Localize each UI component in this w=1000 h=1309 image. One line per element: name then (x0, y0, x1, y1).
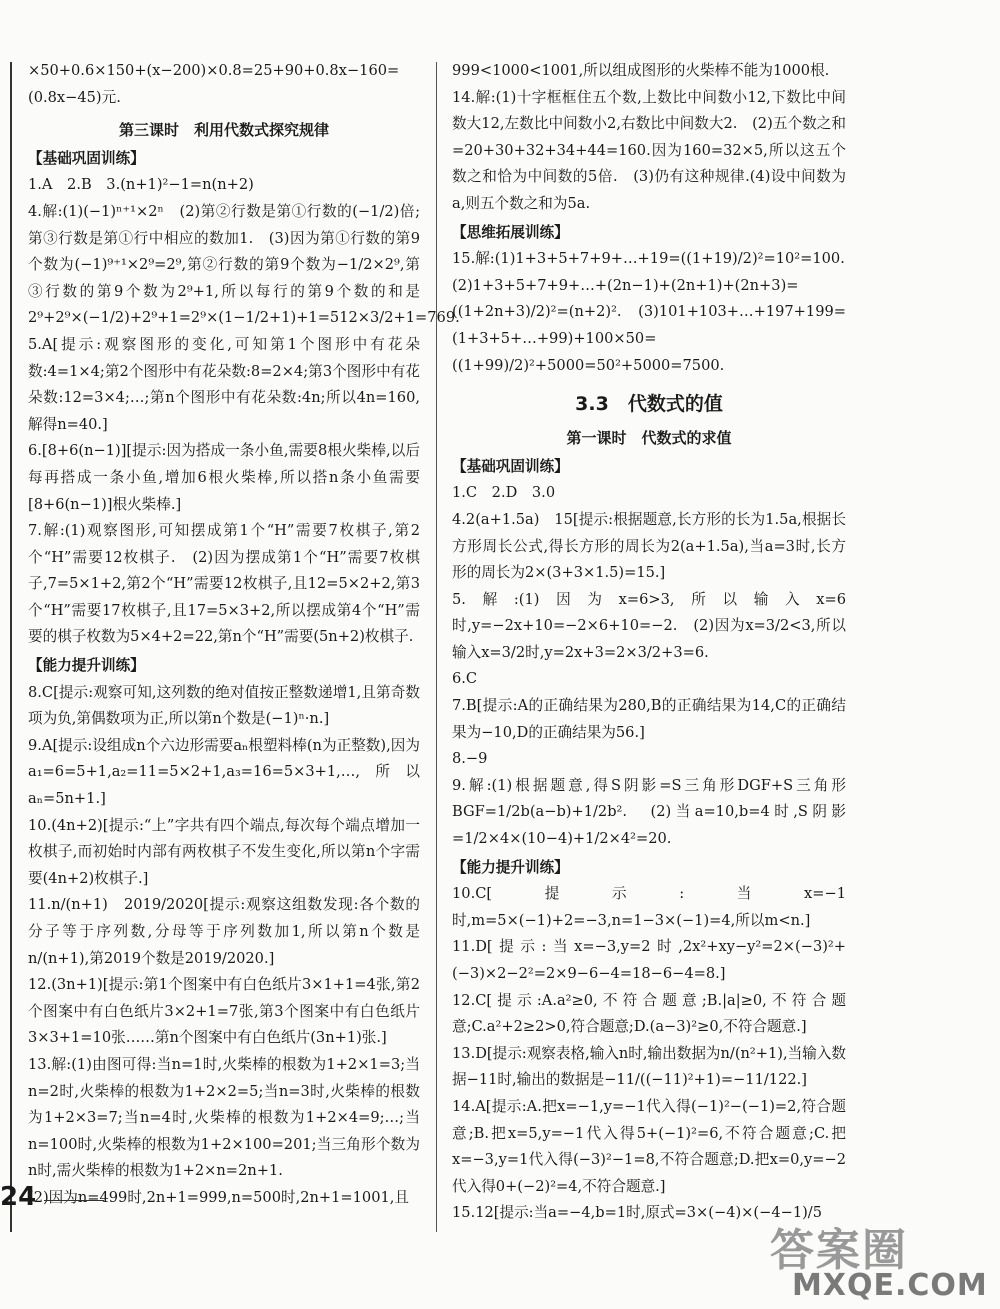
answer-paragraph: ×50+0.6×150+(x−200)×0.8=25+90+0.8x−160=(0.8x−45)元. (28, 62, 400, 106)
section-heading: 【能力提升训练】 (28, 657, 145, 675)
answer-paragraph: 8.C[提示:观察可知,这列数的绝对值按正整数递增1,且第奇数项为负,第偶数项为正,所以第n个数是(−1)ⁿ·n.] (28, 683, 420, 728)
answer-paragraph: 9.A[提示:设组成n个六边形需要aₙ根塑料棒(n为正整数),因为a₁=6=5+1,a₂=11=5×2+1,a₃=16=5×3+1,…,所以aₙ=5n+1.] (28, 736, 420, 808)
answer-paragraph: 1.A 2.B 3.(n+1)²−1=n(n+2) (28, 176, 254, 194)
answer-paragraph: 9.解:(1)根据题意,得S阴影=S三角形DGF+S三角形BGF=1/2b(a−b)+1/2b². (2)当a=10,b=4时,S阴影=1/2×4×(10−4)+1/2×4²=20. (452, 776, 846, 848)
answer-paragraph: 6.[8+6(n−1)][提示:因为搭成一条小鱼,需要8根火柴棒,以后每再搭成一条小鱼,增加6根火柴棒,所以搭n条小鱼需要[8+6(n−1)]根火柴棒.] (28, 442, 420, 513)
left-column (28, 58, 460, 1212)
answer-paragraph: 14.A[提示:A.把x=−1,y=−1代入得(−1)²−(−1)=2,符合题意;B.把x=5,y=−1代入得5+(−1)²=6,不符合题意;C.把x=−3,y=1代入得(−3)²−1=8,不符合题意;D.把x=0,y=−2代入得0+(−2)²=4,不符合题意.] (452, 1097, 846, 1195)
answer-paragraph: 4.2(a+1.5a) 15[提示:根据题意,长方形的长为1.5a,根据长方形周长公式,得长方形的周长为2(a+1.5a),当a=3时,长方形的周长为2×(3+3×1.5)=15.] (452, 510, 846, 582)
answer-paragraph: 13.解:(1)由图可得:当n=1时,火柴棒的根数为1+2×1=3;当n=2时,火柴棒的根数为1+2×2=5;当n=3时,火柴棒的根数为1+2×3=7;当n=4时,火柴棒的根数为1+2×4=9;…;当n=100时,火柴棒的根数为1+2×100=201;当三角形个数为n时,需火柴棒的根数为1+2×n=2n+1. (28, 1055, 420, 1180)
section-heading: 【基础巩固训练】 (452, 457, 569, 475)
answer-paragraph: 10.C[提示:当x=−1时,m=5×(−1)+2=−3,n=1−3×(−1)=4,所以m<n.] (452, 885, 846, 929)
column-divider (436, 62, 437, 1232)
answer-paragraph: 5.A[提示:观察图形的变化,可知第1个图形中有花朵数:4=1×4;第2个图形中有花朵数:8=2×4;第3个图形中有花朵数:12=3×4;…;第n个图形中有花朵数:4n;所以4n=160,解得n=40.] (28, 335, 420, 433)
answer-paragraph: 4.解:(1)(−1)ⁿ⁺¹×2ⁿ (2)第②行数是第①行数的(−1/2)倍;第③行数是第①行中相应的数加1. (3)因为第①行数的第9个数为(−1)⁹⁺¹×2⁹=2⁹,第②行数的第9个数为−1/2×2⁹,第③行数的第9个数为2⁹+1,所以每行的第9个数的和是2⁹+2⁹×(−1/2)+2⁹+1=2⁹×(1−1/2+1)+1=512×3/2+1=769. (28, 202, 460, 327)
answer-paragraph: 12.(3n+1)[提示:第1个图案中有白色纸片3×1+1=4张,第2个图案中有白色纸片3×2+1=7张,第3个图案中有白色纸片3×3+1=10张……第n个图案中有白色纸片(3n+1)张.] (28, 976, 420, 1047)
section-heading: 【思维拓展训练】 (452, 223, 569, 241)
answer-paragraph: 15.12[提示:当a=−4,b=1时,原式=3×(−4)×(−4−1)/5 (452, 1204, 823, 1222)
answer-paragraph: 12.C[提示:A.a²≥0,不符合题意;B.|a|≥0,不符合题意;C.a²+2≥2>0,符合题意;D.(a−3)²≥0,不符合题意.] (452, 991, 846, 1036)
watermark (760, 1214, 988, 1306)
answer-paragraph: (2)1+3+5+7+9+…+(2n−1)+(2n+1)+(2n+3)=((1+2n+3)/2)²=(n+2)². (3)101+103+…+197+199=(1+3+5+…+99)+100×50=((1+99)/2)²+5000=50²+5000=7500. (452, 276, 846, 374)
answer-paragraph: 999<1000<1001,所以组成图形的火柴棒不能为1000根. (452, 62, 830, 79)
page-number-rule (44, 1200, 104, 1201)
answer-paragraph: 13.D[提示:观察表格,输入n时,输出数据为n/(n²+1),当输入数据−11时,输出的数据是−11/((−11)²+1)=−11/122.] (452, 1044, 846, 1089)
answer-paragraph: 6.C (452, 670, 478, 688)
answer-paragraph: (2)因为n=499时,2n+1=999,n=500时,2n+1=1001,且 (28, 1188, 410, 1206)
page-number: 24 (0, 1182, 37, 1212)
answer-paragraph: 11.D[提示:当x=−3,y=2时,2x²+xy−y²=2×(−3)²+(−3)×2−2²=2×9−6−4=18−6−4=8.] (452, 938, 846, 982)
left-margin-bar (10, 62, 12, 1232)
answer-paragraph: 14.解:(1)十字框框住五个数,上数比中间数小12,下数比中间数大12,左数比中间数小2,右数比中间数大2. (2)五个数之和=20+30+32+34+44=160.因为160=32×5,所以这五个数之和恰为中间数的5倍. (3)仍有这种规律.(4)设中间数为a,则五个数之和为5a. (452, 88, 846, 212)
answer-paragraph: 1.C 2.D 3.0 (452, 484, 556, 502)
watermark-url: MXQE.COM (792, 1268, 988, 1303)
answer-paragraph: 7.B[提示:A的正确结果为280,B的正确结果为14,C的正确结果为−10,D的正确结果为56.] (452, 697, 846, 741)
answer-paragraph: 5.解:(1)因为x=6>3,所以输入x=6时,y=−2x+10=−2×6+10=−2. (2)因为x=3/2<3,所以输入x=3/2时,y=2x+3=2×3/2+3=6. (452, 590, 846, 661)
answer-paragraph: 8.−9 (452, 750, 488, 768)
answer-paragraph: 10.(4n+2)[提示:“上”字共有四个端点,每次每个端点增加一枚棋子,而初始时内部有两枚棋子不发生变化,所以第n个字需要(4n+2)枚棋子.] (28, 816, 420, 887)
watermark-main: 答案圈 (770, 1225, 908, 1276)
lesson-title: 第三课时 利用代数式探究规律 (118, 121, 329, 140)
right-column (452, 58, 846, 1227)
lesson-title: 第一课时 代数式的求值 (566, 429, 732, 448)
section-heading: 【能力提升训练】 (452, 858, 569, 876)
section-heading: 【基础巩固训练】 (28, 149, 145, 167)
answer-paragraph: 7.解:(1)观察图形,可知摆成第1个“H”需要7枚棋子,第2个“H”需要12枚棋子. (2)因为摆成第1个“H”需要7枚棋子,7=5×1+2,第2个“H”需要12枚棋子,且12=5×2+2,第3个“H”需要17枚棋子,且17=5×3+2,所以摆成第4个“H”需要的棋子枚数为5×4+2=22,第n个“H”需要(5n+2)枚棋子. (28, 522, 420, 646)
answer-paragraph: 15.解:(1)1+3+5+7+9+…+19=((1+19)/2)²=10²=100. (452, 250, 845, 268)
chapter-title: 3.3 代数式的值 (575, 393, 723, 416)
answer-paragraph: 11.n/(n+1) 2019/2020[提示:观察这组数发现:各个数的分子等于序列数,分母等于序列数加1,所以第n个数是n/(n+1),第2019个数是2019/2020.] (28, 896, 420, 967)
